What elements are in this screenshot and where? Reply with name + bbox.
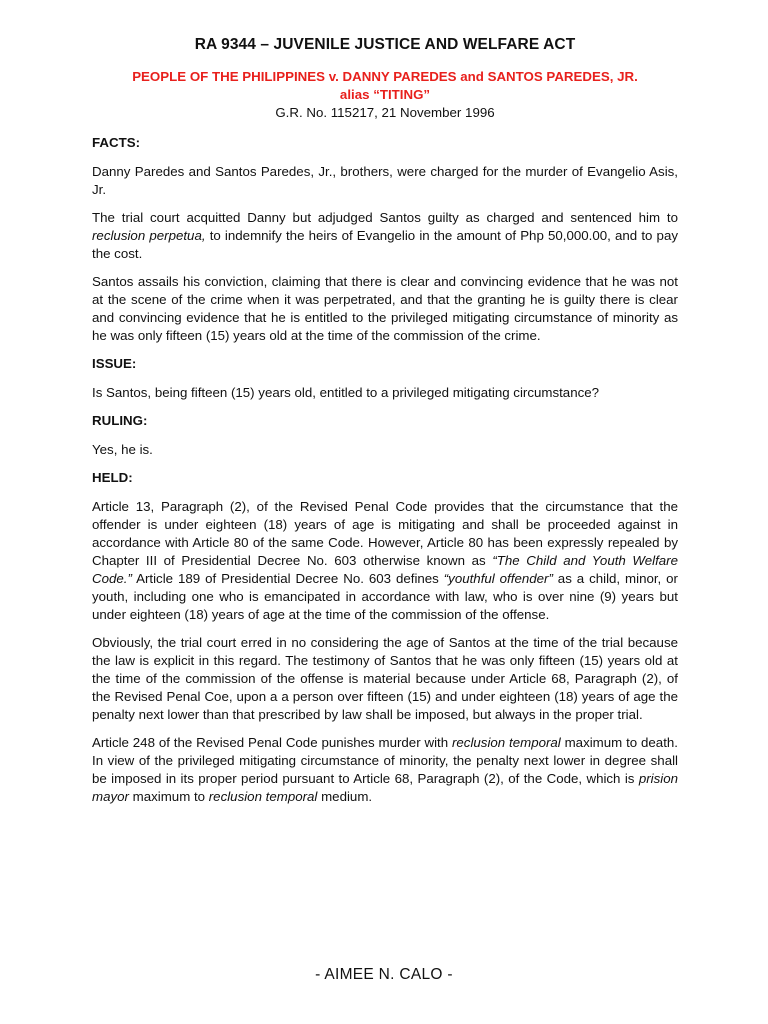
held-p1-text-a: Article 13, Paragraph (2), of the Revised Penal Code provides that the circumstance that the offender is under eighteen (18) years of age is mitigating and shall be proceeded against in accordance with Article 80 of the same Code. However, Article 80 has been expressly repealed by Chapter III of Presidential Decree No. 603 otherwise known as xyxy=(92,499,678,568)
facts-p2-text-a: The trial court acquitted Danny but adjudged Santos guilty as charged and sentenced him to xyxy=(92,210,678,225)
issue-heading: ISSUE: xyxy=(92,356,137,371)
held-p3-italic-3: reclusion temporal xyxy=(208,789,318,804)
facts-p2-italic: reclusion perpetua, xyxy=(92,228,206,243)
facts-paragraph-2 xyxy=(92,209,678,263)
issue-paragraph: Is Santos, being fifteen (15) years old, entitled to a privileged mitigating circumstance? xyxy=(92,385,600,400)
held-p1-italic-1: “The Child and Youth Welfare Code.” xyxy=(92,553,678,586)
held-paragraph-3 xyxy=(92,734,678,806)
facts-heading: FACTS: xyxy=(92,135,141,150)
author-footer: - AIMEE N. CALO - xyxy=(315,966,453,983)
held-p3-italic-1: reclusion temporal xyxy=(451,735,561,750)
held-p3-italic-2: prision mayor xyxy=(92,771,678,804)
document-title: RA 9344 – JUVENILE JUSTICE AND WELFARE ACT xyxy=(194,36,576,53)
held-p3-text-b: maximum to death. In view of the privileged mitigating circumstance of minority, the penalty next lower in degree shall be imposed in its proper period pursuant to Article 68, Paragraph (2), of the Code, which is xyxy=(92,735,678,786)
facts-paragraph-3: Santos assails his conviction, claiming that there is clear and convincing evidence that he was not at the scene of the crime when it was perpetrated, and that the granting he is guilty there is clear and convincing evidence that he is entitled to the privileged mitigating circumstance of minority as he was only fifteen (15) years old at the time of the commission of the crime. xyxy=(92,274,678,343)
held-p3-text-d: medium. xyxy=(317,789,373,804)
held-p1-italic-2: “youthful offender” xyxy=(443,571,553,586)
held-p3-text-c: maximum to xyxy=(128,789,209,804)
held-paragraph-1 xyxy=(92,498,678,624)
held-p3-text-a: Article 248 of the Revised Penal Code punishes murder with xyxy=(92,735,452,750)
case-title-line1: PEOPLE OF THE PHILIPPINES v. DANNY PAREDES and SANTOS PAREDES, JR. xyxy=(132,69,638,84)
held-p1-text-b: Article 189 of Presidential Decree No. 603 defines xyxy=(131,571,444,586)
held-heading: HELD: xyxy=(92,470,133,485)
ruling-heading: RULING: xyxy=(92,413,148,428)
held-p1-text-c: as a child, minor, or youth, including one who is emancipated in accordance with law, who is over nine (9) years but under eighteen (18) years of age at the time of the commission of the offense. xyxy=(92,571,678,622)
held-paragraph-2: Obviously, the trial court erred in no considering the age of Santos at the time of the trial because the law is explicit in this regard. The testimony of Santos that he was only fifteen (15) years old at the time of the commission of the offense is material because under Article 68, Paragraph (2), of the Revised Penal Coe, upon a a person over fifteen (15) and under eighteen (18) years of age the penalty next lower than that prescribed by law shall be imposed, but always in the proper trial. xyxy=(92,635,678,722)
case-gr-number: G.R. No. 115217, 21 November 1996 xyxy=(275,105,495,120)
facts-paragraph-1: Danny Paredes and Santos Paredes, Jr., brothers, were charged for the murder of Evangelio Asis, Jr. xyxy=(92,164,678,197)
case-title-line2: alias “TITING” xyxy=(339,87,431,102)
ruling-paragraph: Yes, he is. xyxy=(92,442,153,457)
document-page xyxy=(92,36,678,816)
facts-p2-text-b: to indemnify the heirs of Evangelio in the amount of Php 50,000.00, and to pay the cost. xyxy=(92,228,678,261)
